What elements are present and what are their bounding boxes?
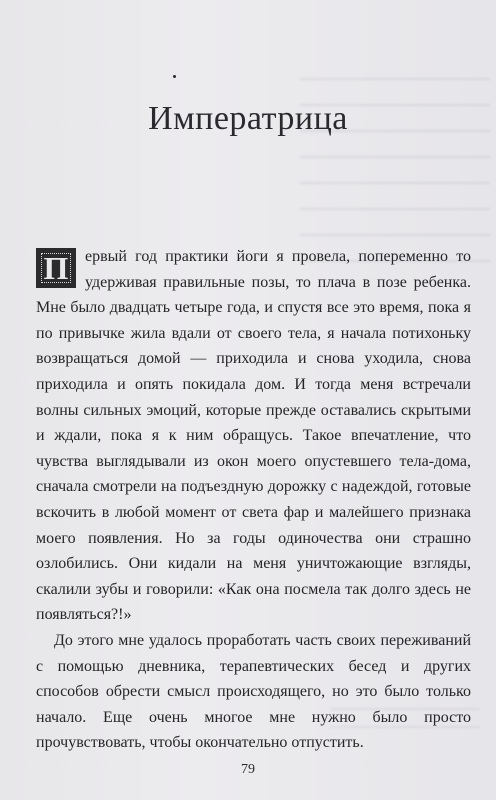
dropcap-ornament [36,248,76,288]
bleed-through-text [300,62,490,267]
paragraph-1-text: ервый год практики йоги я провела, попеременно то удерживая правильные позы, то плача в позе ребенка. Мне было двадцать четыре года, и спустя все это время, пока я по привычке жила вдали от своего тела, я начала потихоньку возвращаться домой — приходила и снова уходила, снова приходила и опять покидала дом. И тогда меня встречали волны сильных эмоций, которые прежде оставались скрытыми и ждали, пока я к ним обращусь. Такое впечатление, что чувства выглядывали из окон моего опустевшего тела-дома, сначала смотрели на подъездную дорожку с надеждой, готовые вскочить в любой момент от света фар и малейшего признака моего появления. Но за годы одиночества они страшно озлобились. Они кидали на меня уничтожающие взгляды, скалили зубы и говорили: «Как она посмела так долго здесь не появляться?!» [36,248,471,624]
paragraph-1 [36,244,471,628]
dropcap-letter: П [43,250,69,286]
paragraph-2: До этого мне удалось проработать часть своих переживаний с помощью дневника, терапевтических бесед и других способов обрести смысл происходящего, но это было только начало. Еще очень многое мне нужно было просто прочувствовать, чтобы окончательно отпустить. [36,631,471,752]
ornament-dot [173,75,176,78]
page-number: 79 [241,762,255,777]
chapter-title: Императрица [148,100,348,137]
body-text [36,244,471,756]
